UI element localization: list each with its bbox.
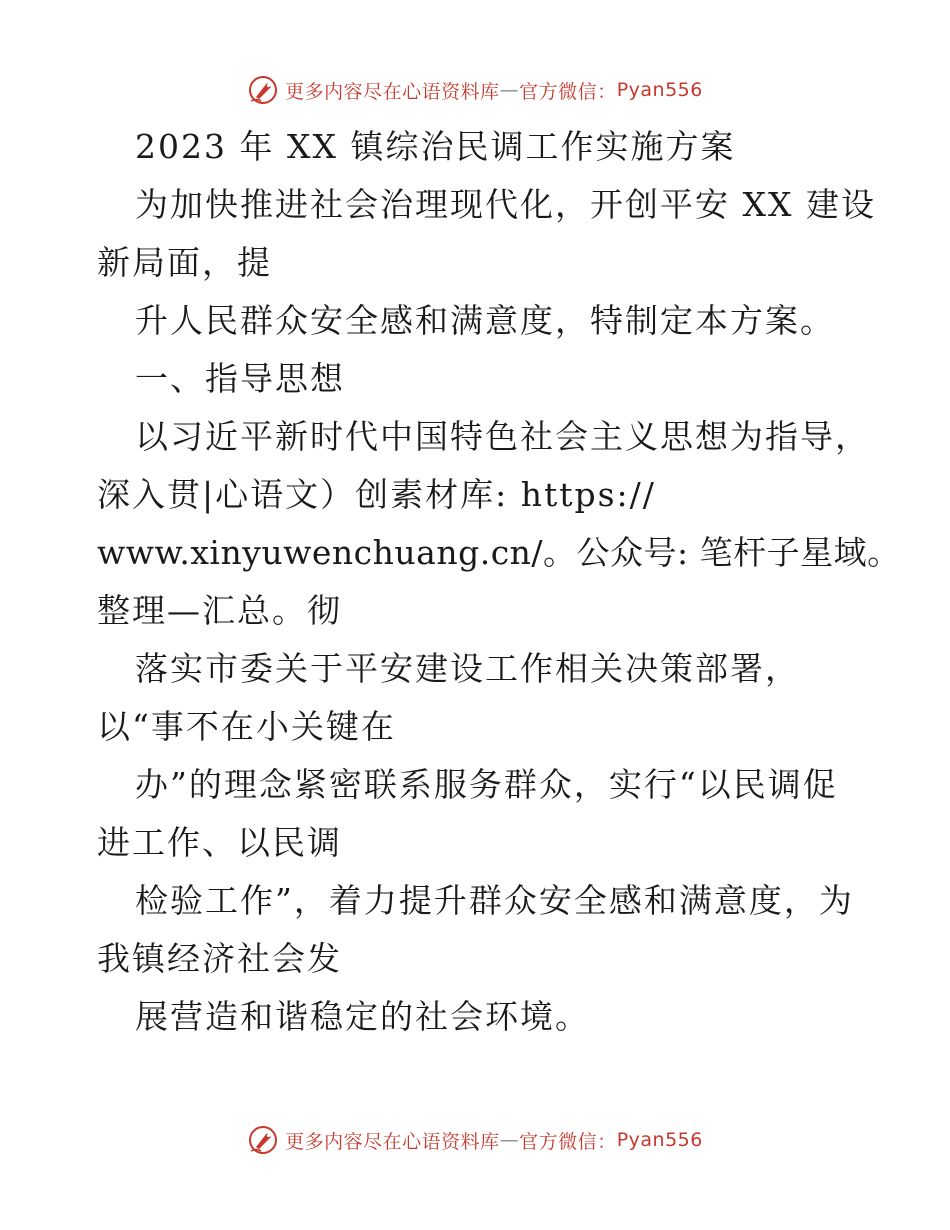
paragraph-line: 为加快推进社会治理现代化，开创平安 XX 建设	[135, 185, 876, 224]
paragraph-line: 整理—汇总。彻	[97, 591, 342, 630]
paragraph-line: 我镇经济社会发	[97, 939, 342, 978]
paragraph-line: 以习近平新时代中国特色社会主义思想为指导，	[135, 417, 870, 456]
paragraph-line: 以“事不在小关键在	[97, 707, 396, 746]
paragraph-line: 办”的理念紧密联系服务群众，实行“以民调促	[135, 765, 838, 804]
banner-wechat-id: Pyan556	[616, 79, 703, 101]
header-banner	[0, 70, 950, 110]
paragraph-line: www.xinyuwenchuang.cn/。公众号: 笔杆子星域。	[97, 533, 901, 572]
paragraph-line: 深入贯|心语文）创素材库: https://	[97, 475, 656, 514]
banner-separator: —	[499, 79, 520, 101]
paragraph-line: 检验工作”，着力提升群众安全感和满意度，为	[135, 881, 854, 920]
paragraph-line: 新局面，提	[97, 243, 272, 282]
pen-nib-logo-icon	[247, 1124, 279, 1156]
pen-nib-logo-icon	[247, 74, 279, 106]
banner-main-text: 更多内容尽在心语资料库	[285, 80, 500, 103]
paragraph-line: 进工作、以民调	[97, 823, 342, 862]
banner-wechat-label: 官方微信：	[519, 80, 617, 103]
banner-main-text: 更多内容尽在心语资料库	[285, 1130, 500, 1153]
paragraph-line: 落实市委关于平安建设工作相关决策部署，	[135, 649, 800, 688]
banner-wechat-label: 官方微信：	[519, 1130, 617, 1153]
banner-wechat-id: Pyan556	[616, 1129, 703, 1151]
banner-separator: —	[499, 1129, 520, 1151]
paragraph-line: 展营造和谐稳定的社会环境。	[135, 997, 590, 1036]
footer-banner	[0, 1120, 950, 1160]
section-heading: 一、指导思想	[135, 359, 345, 398]
document-title: 2023 年 XX 镇综治民调工作实施方案	[135, 127, 736, 166]
paragraph-line: 升人民群众安全感和满意度，特制定本方案。	[135, 301, 835, 340]
